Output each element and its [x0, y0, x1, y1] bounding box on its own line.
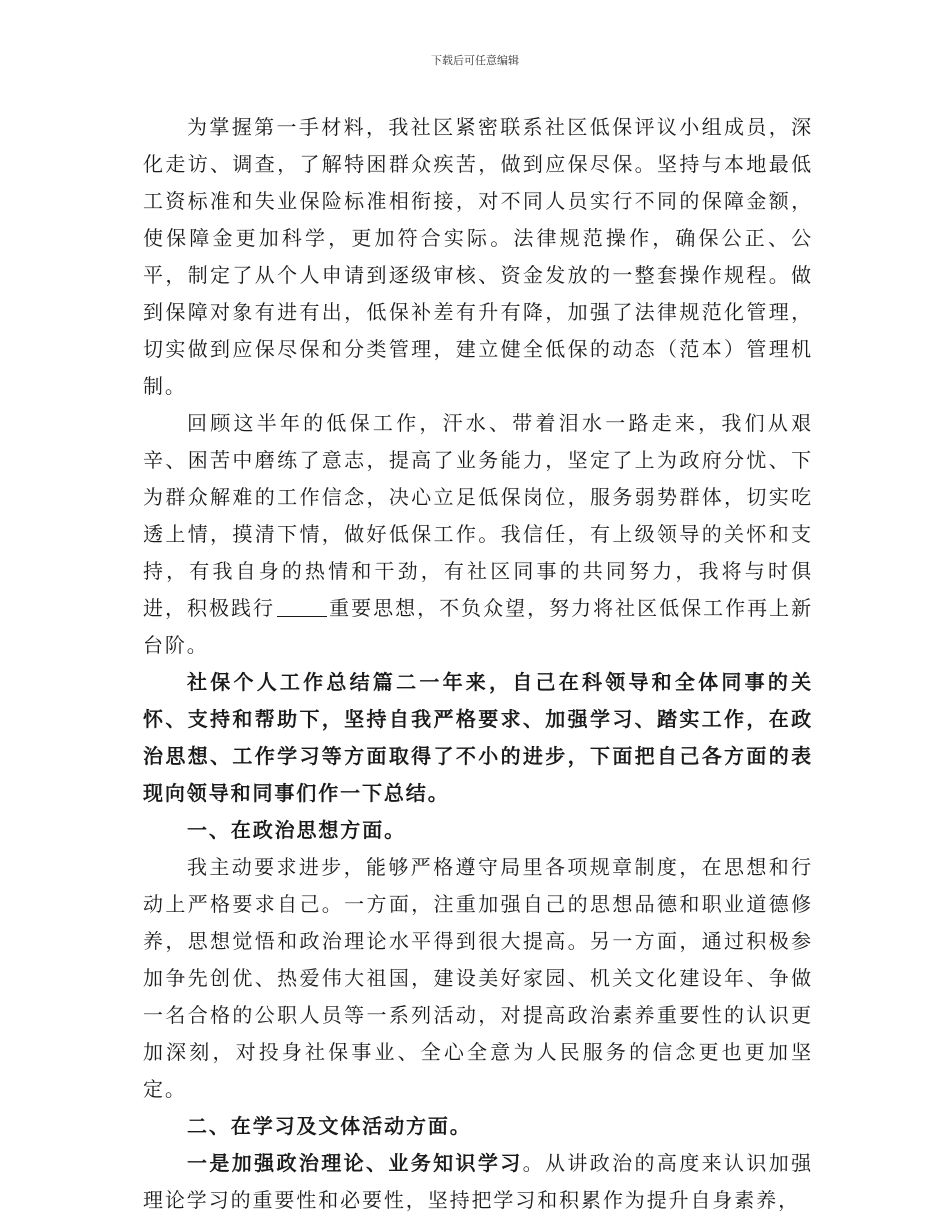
document-body [143, 109, 813, 1219]
section-heading-2: 二、在学习及文体活动方面。 [187, 1114, 472, 1138]
page-header: 下载后可任意编辑 [431, 54, 519, 67]
paragraph-5 [143, 1145, 813, 1219]
paragraph-5-text: 。从讲政治的高度来认识加强理论学习的重要性和必要性，坚持把学习和积累作为提升自身素养， [143, 1151, 813, 1212]
paragraph-5-lead: 一是加强政治理论、业务知识学习 [187, 1151, 523, 1175]
section-heading-1: 一、在政治思想方面。 [187, 818, 406, 842]
paragraph-2-text-end: 重要思想，不负众望，努力将社区低保工作再上新台阶。 [143, 596, 813, 657]
paragraph-2-text: 回顾这半年的低保工作，汗水、带着泪水一路走来，我们从艰辛、困苦中磨练了意志，提高了业务能力，坚定了上为政府分忧、下为群众解难的工作信念，决心立足低保岗位，服务弱势群体，切实吃透上情，摸清下情，做好低保工作。我信任，有上级领导的关怀和支持，有我自身的热情和干劲，有社区同事的共同努力，我将与时俱进，积极践行 [143, 411, 813, 620]
paragraph-3-summary-intro: 社保个人工作总结篇二一年来，自己在科领导和全体同事的关怀、支持和帮助下，坚持自我严格要求、加强学习、踏实工作，在政治思想、工作学习等方面取得了不小的进步，下面把自己各方面的表现向领导和同事们作一下总结。 [143, 670, 813, 805]
paragraph-1: 为掌握第一手材料，我社区紧密联系社区低保评议小组成员，深化走访、调查，了解特困群众疾苦，做到应保尽保。坚持与本地最低工资标准和失业保险标准相衔接，对不同人员实行不同的保障金额，使保障金更加科学，更加符合实际。法律规范操作，确保公正、公平，制定了从个人申请到逐级审核、资金发放的一整套操作规程。做到保障对象有进有出，低保补差有升有降，加强了法律规范化管理，切实做到应保尽保和分类管理，建立健全低保的动态（范本）管理机制。 [143, 115, 813, 398]
fill-in-blank [277, 596, 327, 617]
paragraph-4: 我主动要求进步，能够严格遵守局里各项规章制度，在思想和行动上严格要求自己。一方面，注重加强自己的思想品德和职业道德修养，思想觉悟和政治理论水平得到很大提高。另一方面，通过积极参加争先创优、热爱伟大祖国，建设美好家园、机关文化建设年、争做一名合格的公职人员等一系列活动，对提高政治素养重要性的认识更加深刻，对投身社保事业、全心全意为人民服务的信念更也更加坚定。 [143, 855, 813, 1101]
paragraph-2 [143, 405, 813, 664]
